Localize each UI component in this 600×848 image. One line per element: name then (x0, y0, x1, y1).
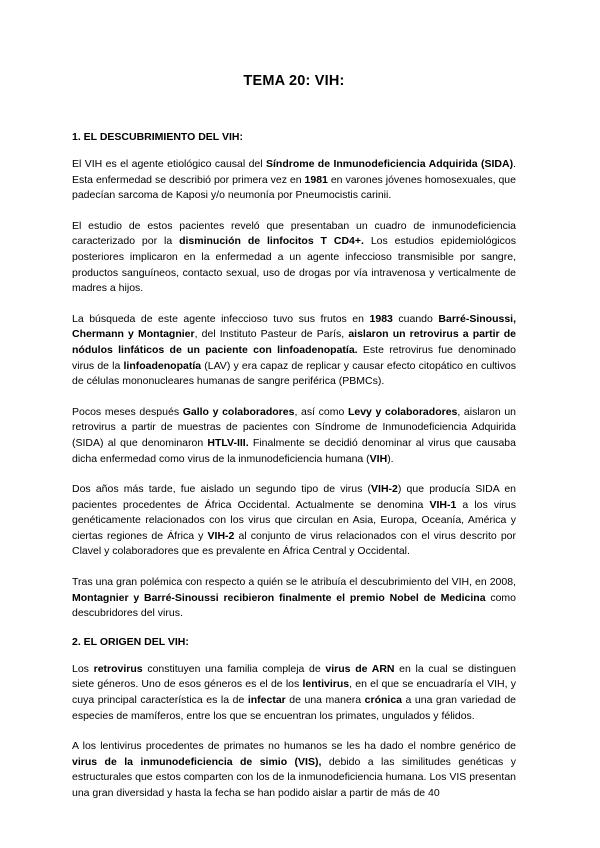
text-run: ). (387, 452, 394, 465)
text-run: ) que producía SIDA en pacientes procedentes de África Occidental. Actualmente se denomina (72, 483, 517, 511)
text-run: Los (72, 662, 94, 675)
text-run: El VIH es el agente etiológico causal del (72, 158, 266, 170)
page-title: TEMA 20: VIH: (243, 73, 345, 89)
bold-text-run: virus de ARN (325, 662, 395, 675)
text-run: a una gran variedad de especies de mamíferos, entre los que se encuentran los primates, ungulados y félidos. (72, 694, 516, 722)
bold-text-run: VIH-2 (207, 529, 235, 542)
bold-text-run: VIH-2 (371, 483, 398, 496)
paragraph (72, 482, 516, 560)
section-heading: 2. EL ORIGEN DEL VIH: (72, 635, 189, 648)
bold-text-run: Gallo y colaboradores (182, 405, 295, 418)
paragraph (72, 157, 516, 204)
section-origen (72, 636, 516, 802)
bold-text-run: retrovirus (93, 662, 143, 675)
paragraph (72, 662, 516, 724)
text-run: A los lentivirus procedentes de primates no humanos se les ha dado el nombre genérico de (72, 740, 516, 753)
bold-text-run: virus de la inmunodeficiencia de simio (VIS), (72, 755, 322, 768)
bold-text-run: VIH (369, 452, 388, 465)
bold-text-run: lentivirus (302, 678, 350, 691)
bold-text-run: VIH-1 (429, 498, 457, 511)
text-run: en la cual se distinguen siete géneros. Uno de esos géneros es el de los (72, 662, 516, 691)
text-run: en varones jóvenes homosexuales, que padecían sarcoma de Kaposi y/o neumonía por Pneumocistis carinii. (72, 173, 516, 202)
bold-text-run: crónica (364, 694, 403, 707)
bold-text-run: linfoadenopatía (123, 359, 202, 372)
bold-text-run: Levy y colaboradores (347, 405, 458, 418)
bold-text-run: Montagnier y Barré-Sinoussi recibieron finalmente el premio Nobel de Medicina (72, 591, 486, 604)
text-run: , así como (294, 405, 348, 418)
paragraph (72, 575, 516, 622)
bold-text-run: 1983 (369, 312, 393, 325)
text-run: Pocos meses después (72, 405, 183, 418)
section-heading: 1. EL DESCUBRIMIENTO DEL VIH: (72, 131, 243, 143)
text-run: , del Instituto Pasteur de París, (194, 328, 349, 341)
text-run: debido a las similitudes genéticas y estructurales que estos comparten con los de la inmunodeficiencia humana. Los VIS presentan una gran diversidad y hasta la fecha se han podido aislar a partir de más de 40 (72, 755, 516, 799)
text-run: El estudio de estos pacientes reveló que presentaban un cuadro de inmunodeficiencia caracterizado por la (72, 219, 516, 248)
paragraph (72, 219, 516, 297)
text-run: como descubridores del virus. (72, 591, 516, 620)
text-run: (LAV) y era capaz de replicar y causar efecto citopático en cultivos de células mononucleares humanas de sangre periférica (PBMCs). (72, 359, 516, 388)
text-run: de una manera (285, 694, 365, 707)
bold-text-run: Barré-Sinoussi, Chermann y Montagnier (72, 312, 516, 341)
bold-text-run: HTLV-III. (207, 436, 249, 449)
text-run: Tras una gran polémica con respecto a quién se le atribuía el descubrimiento del VIH, en 2008, (72, 576, 516, 589)
section-descubrimiento (72, 131, 516, 622)
text-run: constituyen una familia compleja de (142, 662, 326, 675)
text-run: al conjunto de virus relacionados con el virus descrito por Clavel y colaboradores que es prevalente en África Central y Occidental. (72, 529, 516, 558)
text-run: cuando (392, 312, 439, 325)
paragraph (72, 312, 516, 390)
text-run: La búsqueda de este agente infeccioso tuvo sus frutos en (72, 312, 370, 325)
text-run: Este retrovirus fue denominado virus de la (72, 343, 516, 372)
bold-text-run: Síndrome de Inmunodeficiencia Adquirida (SIDA) (266, 158, 514, 170)
text-run: Dos años más tarde, fue aislado un segundo tipo de virus ( (72, 483, 372, 496)
paragraph (72, 405, 516, 467)
paragraph (72, 739, 516, 801)
text-run: Los estudios epidemiológicos posteriores implicaron en la enfermedad a un agente infeccioso transmisible por sangre, productos sanguíneos, contacto sexual, uso de drogas por vía intravenosa y verticalmente de madres a hijos. (72, 235, 516, 295)
bold-text-run: disminución de linfocitos T CD4+. (179, 235, 364, 248)
bold-text-run: 1981 (304, 173, 328, 186)
text-run: , aislaron un retrovirus a partir de muestras de pacientes con Síndrome de Inmunodeficiencia Adquirida (SIDA) al que denominaron (72, 405, 517, 449)
text-run: . Esta enfermedad se describió por primera vez en (72, 158, 516, 186)
bold-text-run: aislaron un retrovirus a partir de nódulos linfáticos de un paciente con linfoadenopatía. (72, 328, 516, 356)
text-run: a los virus genéticamente relacionados con los virus que circulan en Asia, Europa, Oceanía, América y ciertas regiones de África y (72, 498, 516, 542)
text-run: Finalmente se decidió denominar al virus que causaba dicha enfermedad como virus de la inmunodeficiencia humana ( (72, 436, 516, 465)
text-run: , en el que se encuadraría el VIH, y cuya principal característica es la de (72, 678, 516, 707)
bold-text-run: infectar (247, 694, 286, 707)
